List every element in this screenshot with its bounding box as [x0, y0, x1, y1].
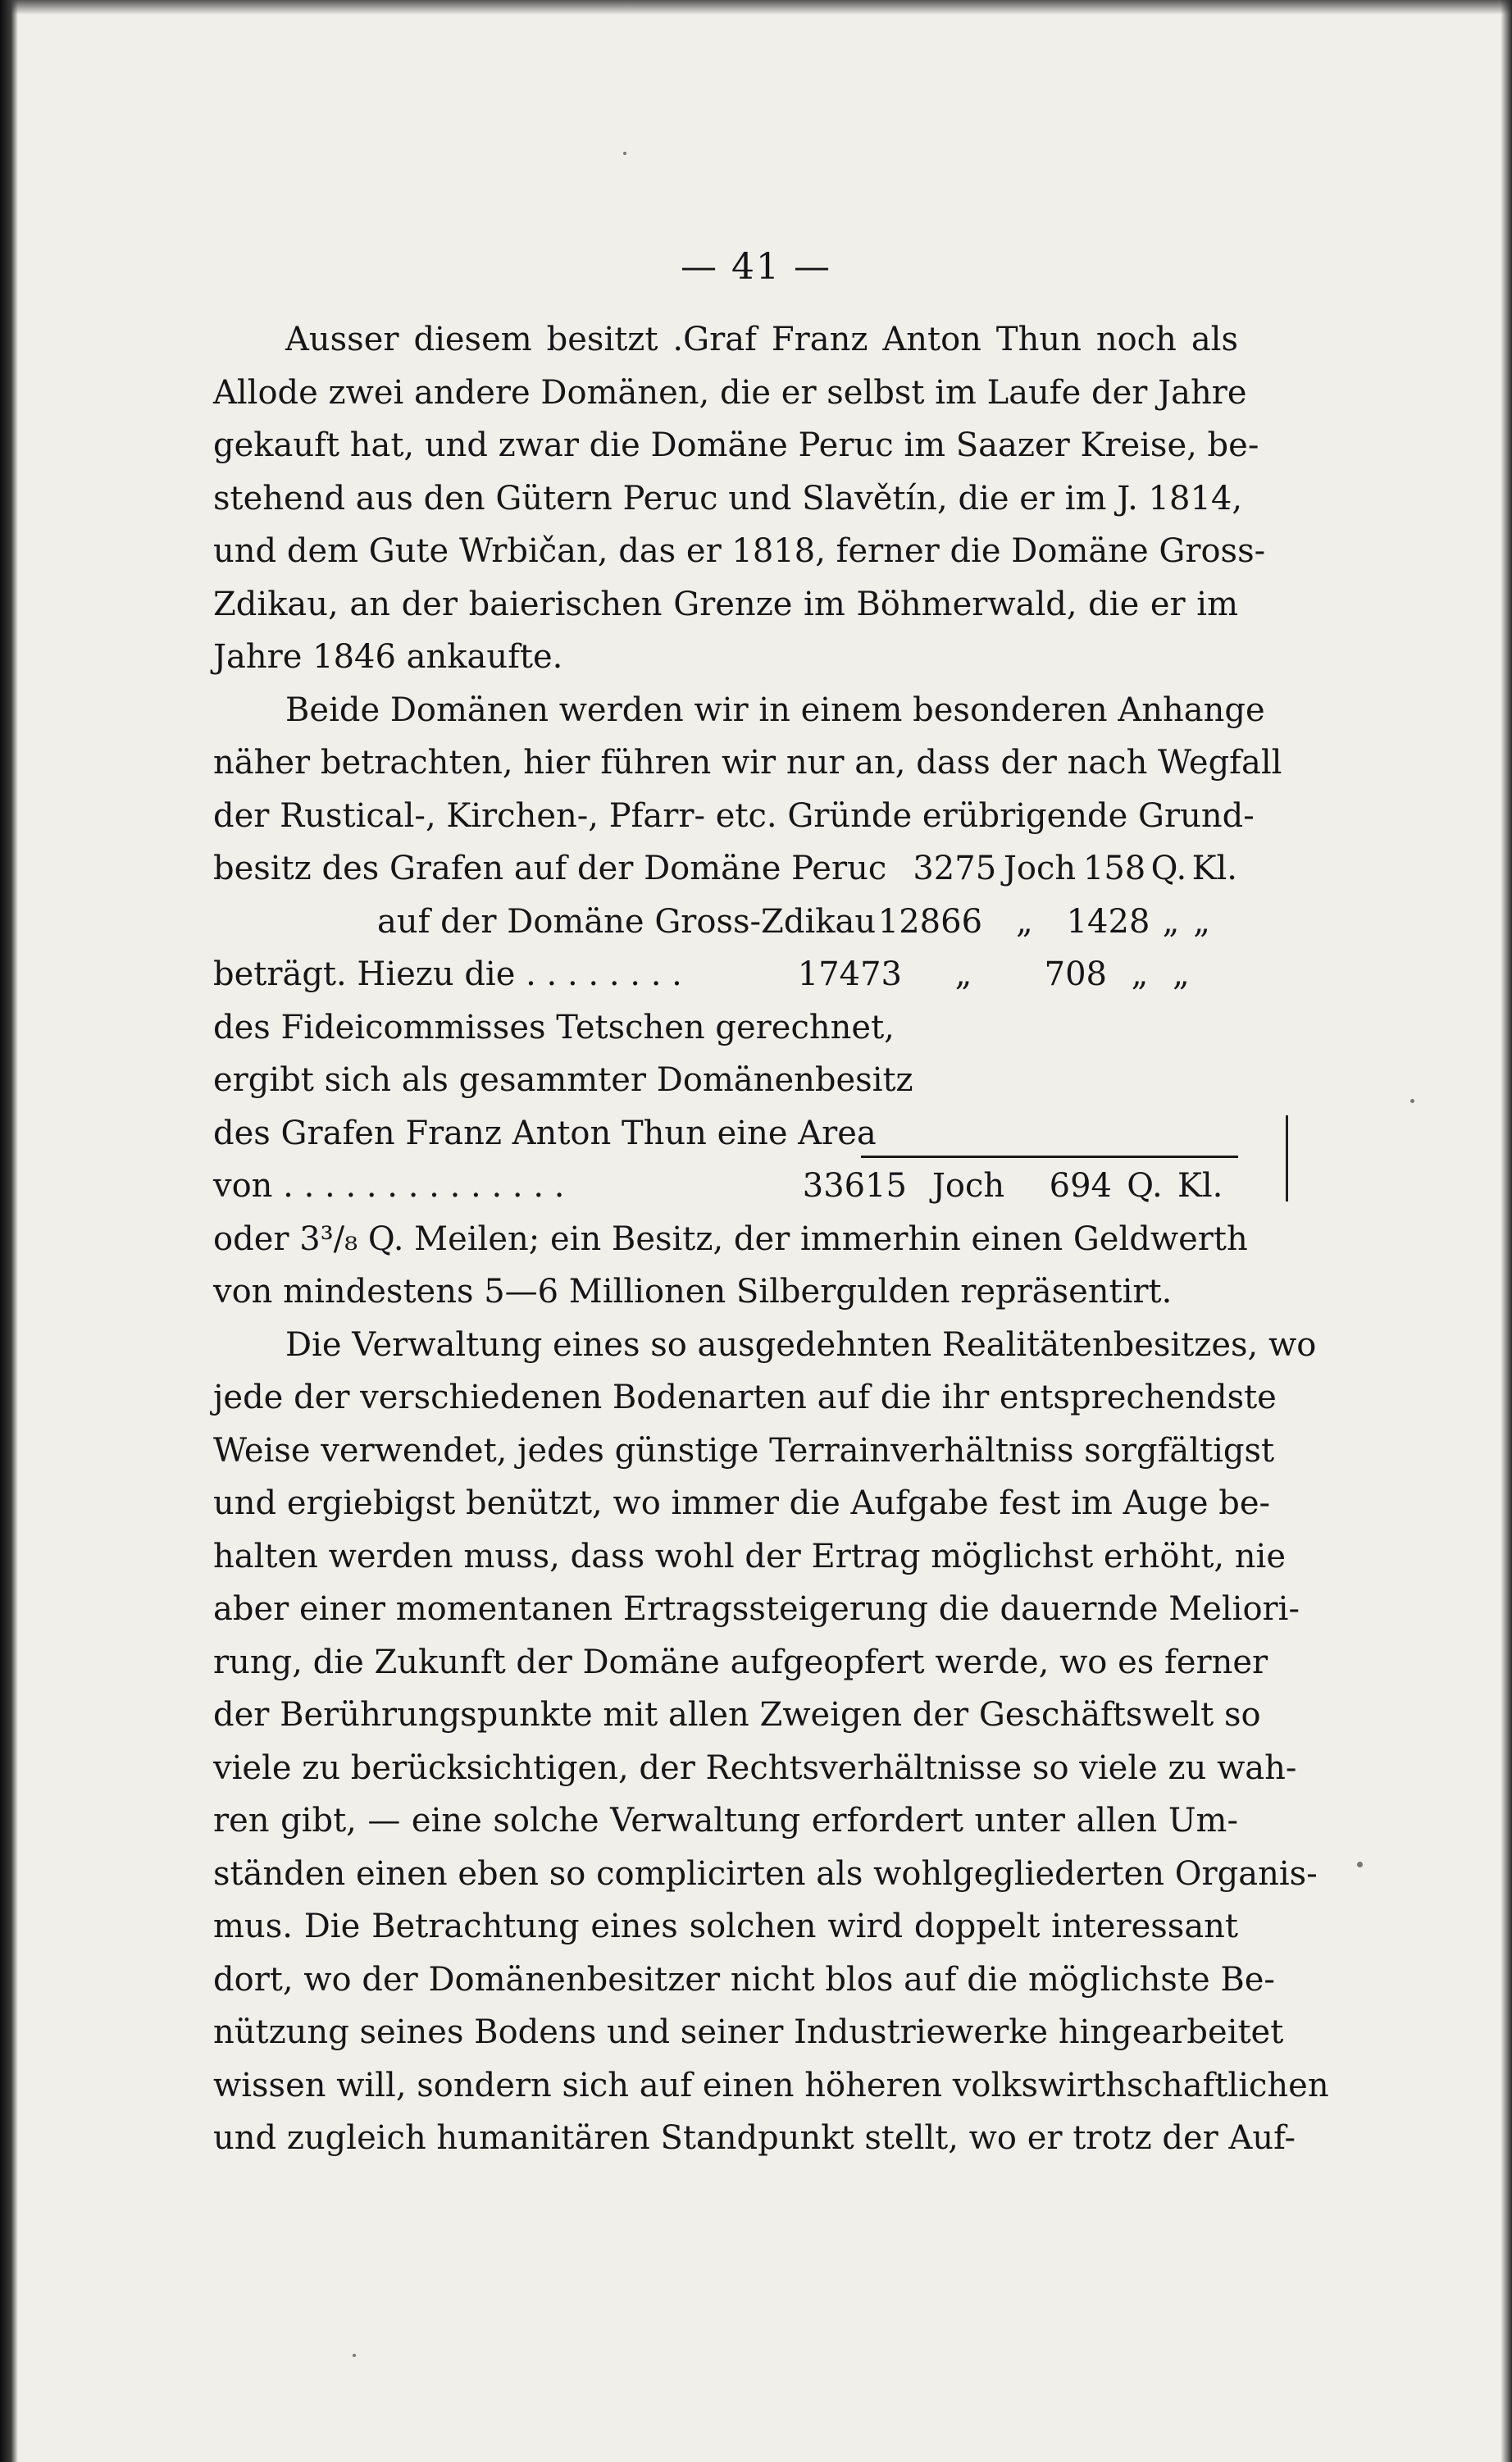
- table-row: [213, 896, 1238, 949]
- text-line: näher betrachten, hier führen wir nur an, dass der nach Wegfall: [213, 744, 1282, 782]
- text-line: ständen einen eben so complicirten als wohlgegliederten Organis-: [213, 1854, 1318, 1893]
- scan-edge-top: [0, 0, 1512, 15]
- paragraph-2: [213, 684, 1282, 843]
- text-line: und zugleich humanitären Standpunkt stellt, wo er trotz der Auf-: [213, 2119, 1296, 2157]
- scan-edge-right: [1501, 0, 1512, 2462]
- unit-b: Kl.: [1191, 850, 1237, 887]
- text-line: gekauft hat, und zwar die Domäne Peruc im Saazer Kreise, be-: [213, 426, 1259, 464]
- row-label: auf der Domäne Gross-Zdikau: [377, 902, 877, 941]
- text-line: und ergiebigst benützt, wo immer die Aufgabe fest im Auge be-: [213, 1484, 1271, 1522]
- text-line: halten werden muss, dass wohl der Ertrag möglichst erhöht, nie: [213, 1537, 1287, 1575]
- row-label: besitz des Grafen auf der Domäne Peruc: [213, 850, 887, 887]
- text-line: nützung seines Bodens und seiner Industriewerke hingearbeitet: [213, 2013, 1284, 2051]
- text-line: wissen will, sondern sich auf einen höheren volkswirthschaftlichen: [213, 2066, 1329, 2104]
- text-line: Zdikau, an der baierischen Grenze im Böhmerwald, die er im: [213, 585, 1238, 623]
- total-klafter: 694: [1049, 1167, 1112, 1205]
- text-line: oder 3³/₈ Q. Meilen; ein Besitz, der immerhin einen Geldwerth: [213, 1220, 1248, 1258]
- text-line: rung, die Zukunft der Domäne aufgeopfert werde, wo es ferner: [213, 1643, 1268, 1681]
- joch-unit: „: [1015, 902, 1033, 941]
- text-line: Weise verwendet, jedes günstige Terrainverhältniss sorgfältigst: [213, 1431, 1275, 1470]
- text-line: Allode zwei andere Domänen, die er selbst im Laufe der Jahre: [213, 373, 1247, 412]
- klafter-value: 1428: [1066, 902, 1150, 941]
- text-line: dort, wo der Domänenbesitzer nicht blos auf die möglichste Be-: [213, 1960, 1275, 1999]
- text-line: von mindestens 5—6 Millionen Silbergulden repräsentirt.: [213, 1273, 1173, 1311]
- text-line: ren gibt, — eine solche Verwaltung erfordert unter allen Um-: [213, 1802, 1238, 1840]
- unit-a: „: [1162, 902, 1180, 941]
- text-line: des Grafen Franz Anton Thun eine Area: [213, 1107, 1238, 1160]
- text-line: Die Verwaltung eines so ausgedehnten Realitätenbesitzes, wo: [285, 1325, 1317, 1364]
- unit-a: Q.: [1150, 850, 1187, 887]
- paragraph-3: [213, 1319, 1329, 2165]
- joch-value: 3275: [913, 850, 997, 887]
- total-unit-b: Kl.: [1177, 1167, 1223, 1205]
- text-line: aber einer momentanen Ertragssteigerung die dauernde Meliori-: [213, 1590, 1300, 1628]
- paragraph-1: [213, 313, 1266, 684]
- joch-value: 17473: [797, 955, 902, 993]
- page-number: — 41 —: [681, 246, 831, 288]
- table-row: [213, 948, 1238, 1001]
- scan-speck: [1410, 1099, 1414, 1103]
- text-line: und dem Gute Wrbičan, das er 1818, ferner die Domäne Gross-: [213, 532, 1266, 570]
- text-line: Beide Domänen werden wir in einem besonderen Anhange: [285, 691, 1265, 729]
- paragraph-after-table: [213, 1213, 1248, 1319]
- joch-unit: Joch: [1003, 850, 1077, 887]
- scan-speck: [623, 152, 626, 155]
- text-line: Jahre 1846 ankaufte.: [213, 638, 563, 676]
- text-line: stehend aus den Gütern Peruc und Slavětín, die er im J. 1814,: [213, 479, 1243, 517]
- scan-edge-left: [0, 0, 18, 2462]
- page-body: [213, 313, 1329, 2165]
- unit-b: „: [1173, 955, 1190, 993]
- joch-unit: „: [954, 955, 972, 993]
- unit-a: „: [1131, 955, 1149, 993]
- unit-b: „: [1193, 902, 1211, 941]
- total-row: [213, 1160, 1243, 1213]
- total-label: von . . . . . . . . . . . . . .: [213, 1167, 565, 1205]
- text-line: jede der verschiedenen Bodenarten auf die ihr entsprechendste: [213, 1379, 1277, 1416]
- total-joch: 33615: [802, 1167, 907, 1205]
- text-line: mus. Die Betrachtung eines solchen wird doppelt interessant: [213, 1908, 1238, 1945]
- scan-speck: [1357, 1862, 1363, 1867]
- table-row: [213, 842, 1238, 896]
- text-line: der Rustical-, Kirchen-, Pfarr- etc. Gründe erübrigende Grund-: [213, 796, 1255, 835]
- total-joch-unit: Joch: [931, 1167, 1005, 1205]
- text-line: der Berührungspunkte mit allen Zweigen der Geschäftswelt so: [213, 1696, 1261, 1734]
- klafter-value: 158: [1082, 850, 1146, 887]
- text-line: viele zu berücksichtigen, der Rechtsverhältnisse so viele zu wah-: [213, 1748, 1297, 1787]
- text-line: Ausser diesem besitzt .Graf Franz Anton Thun noch als: [285, 321, 1238, 358]
- row-label: beträgt. Hiezu die . . . . . . . .: [213, 955, 682, 993]
- text-line: des Fideicommisses Tetschen gerechnet,: [213, 1008, 895, 1046]
- holdings-table: [213, 842, 1238, 1213]
- scan-speck: [353, 2354, 356, 2357]
- total-unit-a: Q.: [1127, 1167, 1163, 1205]
- text-line: ergibt sich als gesammter Domänenbesitz: [213, 1061, 913, 1099]
- joch-value: 12866: [877, 902, 983, 941]
- margin-bracket-mark: [1286, 1115, 1288, 1201]
- klafter-value: 708: [1044, 955, 1107, 993]
